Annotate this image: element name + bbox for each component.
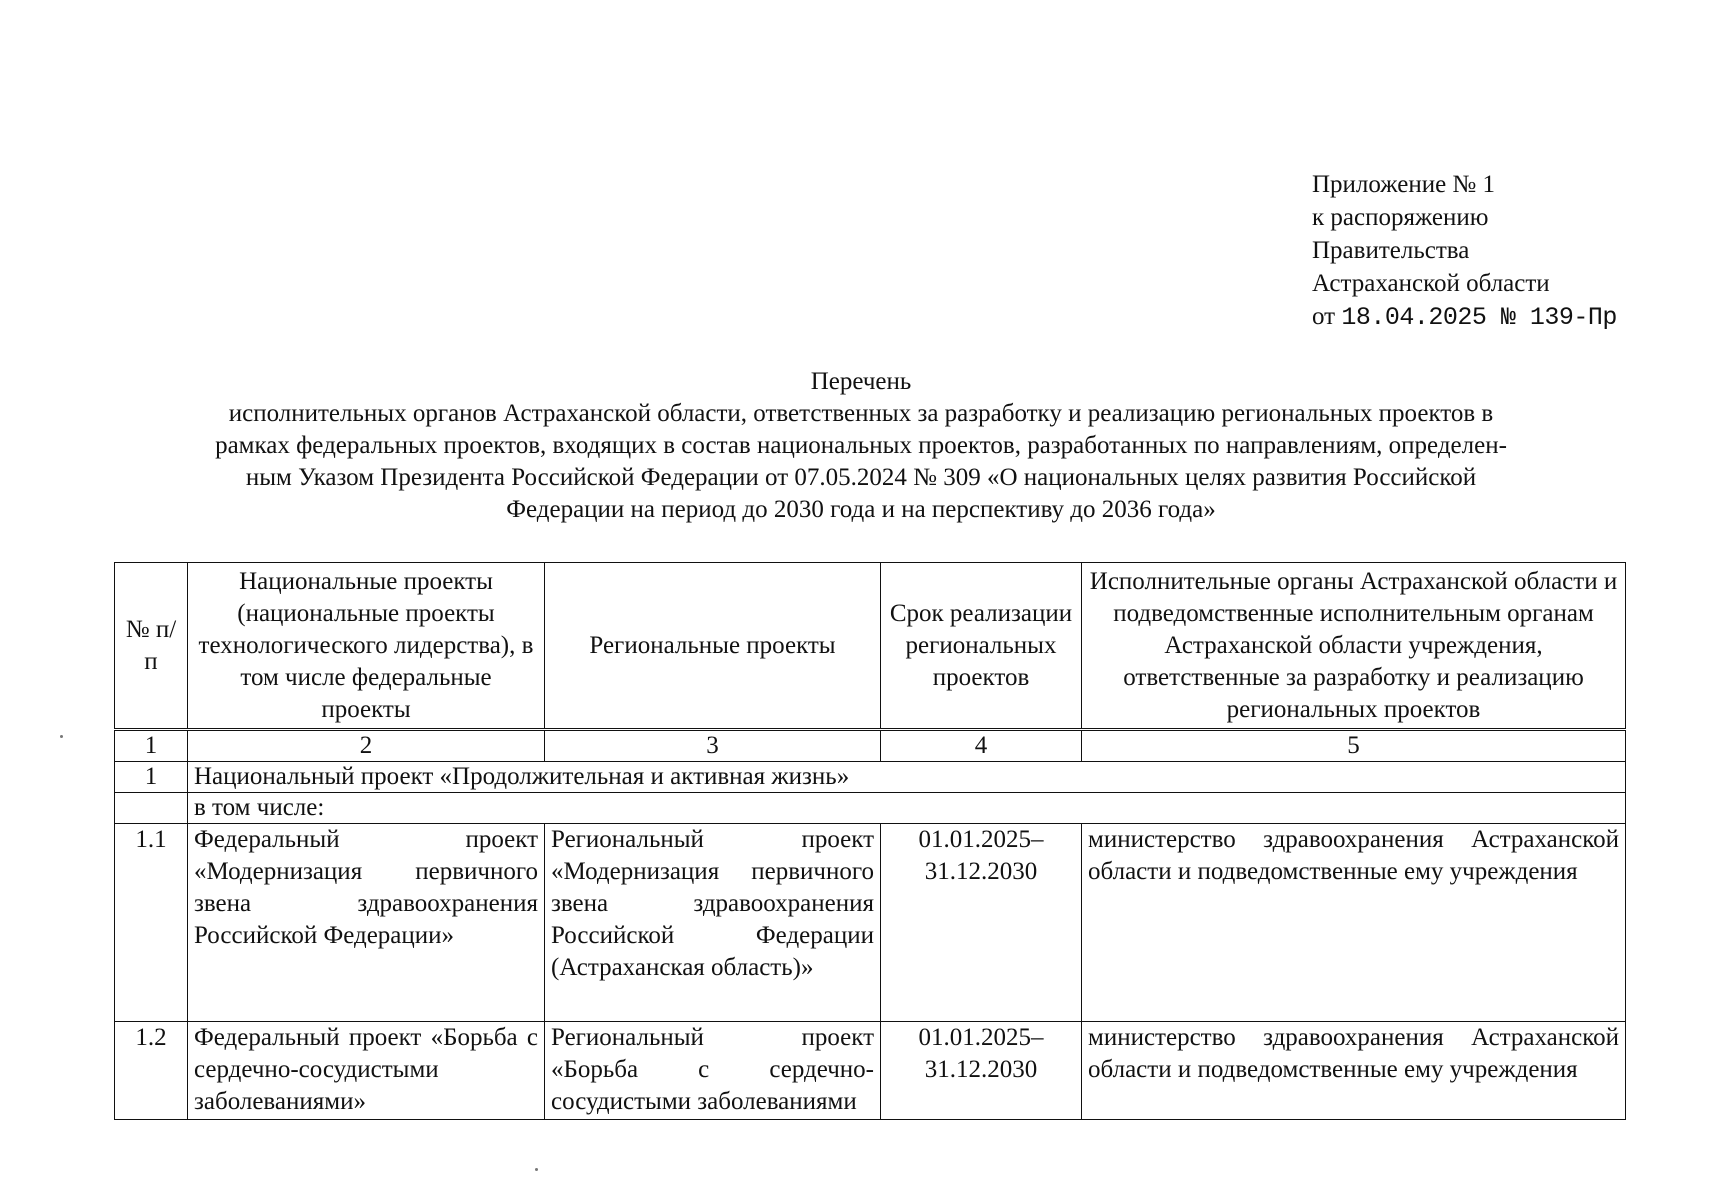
row-period: 01.01.2025–31.12.2030 xyxy=(881,824,1082,1022)
appendix-date-prefix: от xyxy=(1312,303,1336,330)
row-responsible: министерство здравоохранения Астраханской области и подведомственные ему учреждения xyxy=(1082,824,1626,1022)
row-federal-project: Федеральный проект «Модернизация первичного звена здравоохранения Российской Федерации» xyxy=(188,824,545,1022)
column-number: 2 xyxy=(188,730,545,762)
table-row xyxy=(115,824,1626,1022)
header-regional-projects: Региональные проекты xyxy=(545,563,881,730)
column-number: 1 xyxy=(115,730,188,762)
title-heading: Перечень xyxy=(810,368,912,395)
title-line-4: Федерации на период до 2030 года и на перспективу до 2036 года» xyxy=(506,496,1216,523)
row-responsible: министерство здравоохранения Астраханской области и подведомственные ему учреждения xyxy=(1082,1022,1626,1120)
row-regional-project: Региональный проект «Борьба с сердечно-сосудистыми заболеваниями xyxy=(545,1022,881,1120)
column-number: 5 xyxy=(1082,730,1626,762)
title-line-1: исполнительных органов Астраханской области, ответственных за разработку и реализацию региональных проектов в xyxy=(228,400,1494,427)
row-period: 01.01.2025–31.12.2030 xyxy=(881,1022,1082,1120)
table-header-row xyxy=(115,563,1626,730)
row-num: 1.1 xyxy=(115,824,188,1022)
appendix-line-1: Приложение № 1 xyxy=(1312,171,1496,198)
including-label: в том числе: xyxy=(188,793,1626,824)
including-num-cell xyxy=(115,793,188,824)
header-period: Срок реализации региональных проектов xyxy=(881,563,1082,730)
appendix-block xyxy=(1312,168,1617,334)
appendix-line-2: к распоряжению xyxy=(1312,204,1489,231)
row-federal-project: Федеральный проект «Борьба с сердечно-сосудистыми заболеваниями» xyxy=(188,1022,545,1120)
appendix-line-4: Астраханской области xyxy=(1312,270,1550,297)
column-number: 3 xyxy=(545,730,881,762)
appendix-date-number: 18.04.2025 № 139-Пр xyxy=(1341,303,1617,332)
title-line-2: рамках федеральных проектов, входящих в состав национальных проектов, разработанных по направлениям, определен- xyxy=(215,432,1507,459)
header-national-projects: Национальные проекты (национальные проекты технологического лидерства), в том числе федеральные проекты xyxy=(188,563,545,730)
column-number-row xyxy=(115,730,1626,762)
section-title: Национальный проект «Продолжительная и активная жизнь» xyxy=(188,762,1626,793)
header-num: № п/п xyxy=(115,563,188,730)
table-row xyxy=(115,1022,1626,1120)
column-number: 4 xyxy=(881,730,1082,762)
header-responsible: Исполнительные органы Астраханской области и подведомственные исполнительным органам Астраханской области учреждения, ответственные за разработку и реализацию региональных проектов xyxy=(1082,563,1626,730)
appendix-date-line xyxy=(1312,300,1617,334)
title-line-3: ным Указом Президента Российской Федерации от 07.05.2024 № 309 «О национальных целях развития Российской xyxy=(245,464,1477,491)
section-row xyxy=(115,762,1626,793)
section-num: 1 xyxy=(115,762,188,793)
row-num: 1.2 xyxy=(115,1022,188,1120)
projects-table xyxy=(114,562,1626,1120)
appendix-line-3: Правительства xyxy=(1312,237,1470,264)
including-row xyxy=(115,793,1626,824)
scan-speck xyxy=(535,1168,538,1171)
document-title xyxy=(110,366,1612,526)
scan-speck xyxy=(60,735,63,738)
row-regional-project: Региональный проект «Модернизация первичного звена здравоохранения Российской Федерации (Астраханская область)» xyxy=(545,824,881,1022)
